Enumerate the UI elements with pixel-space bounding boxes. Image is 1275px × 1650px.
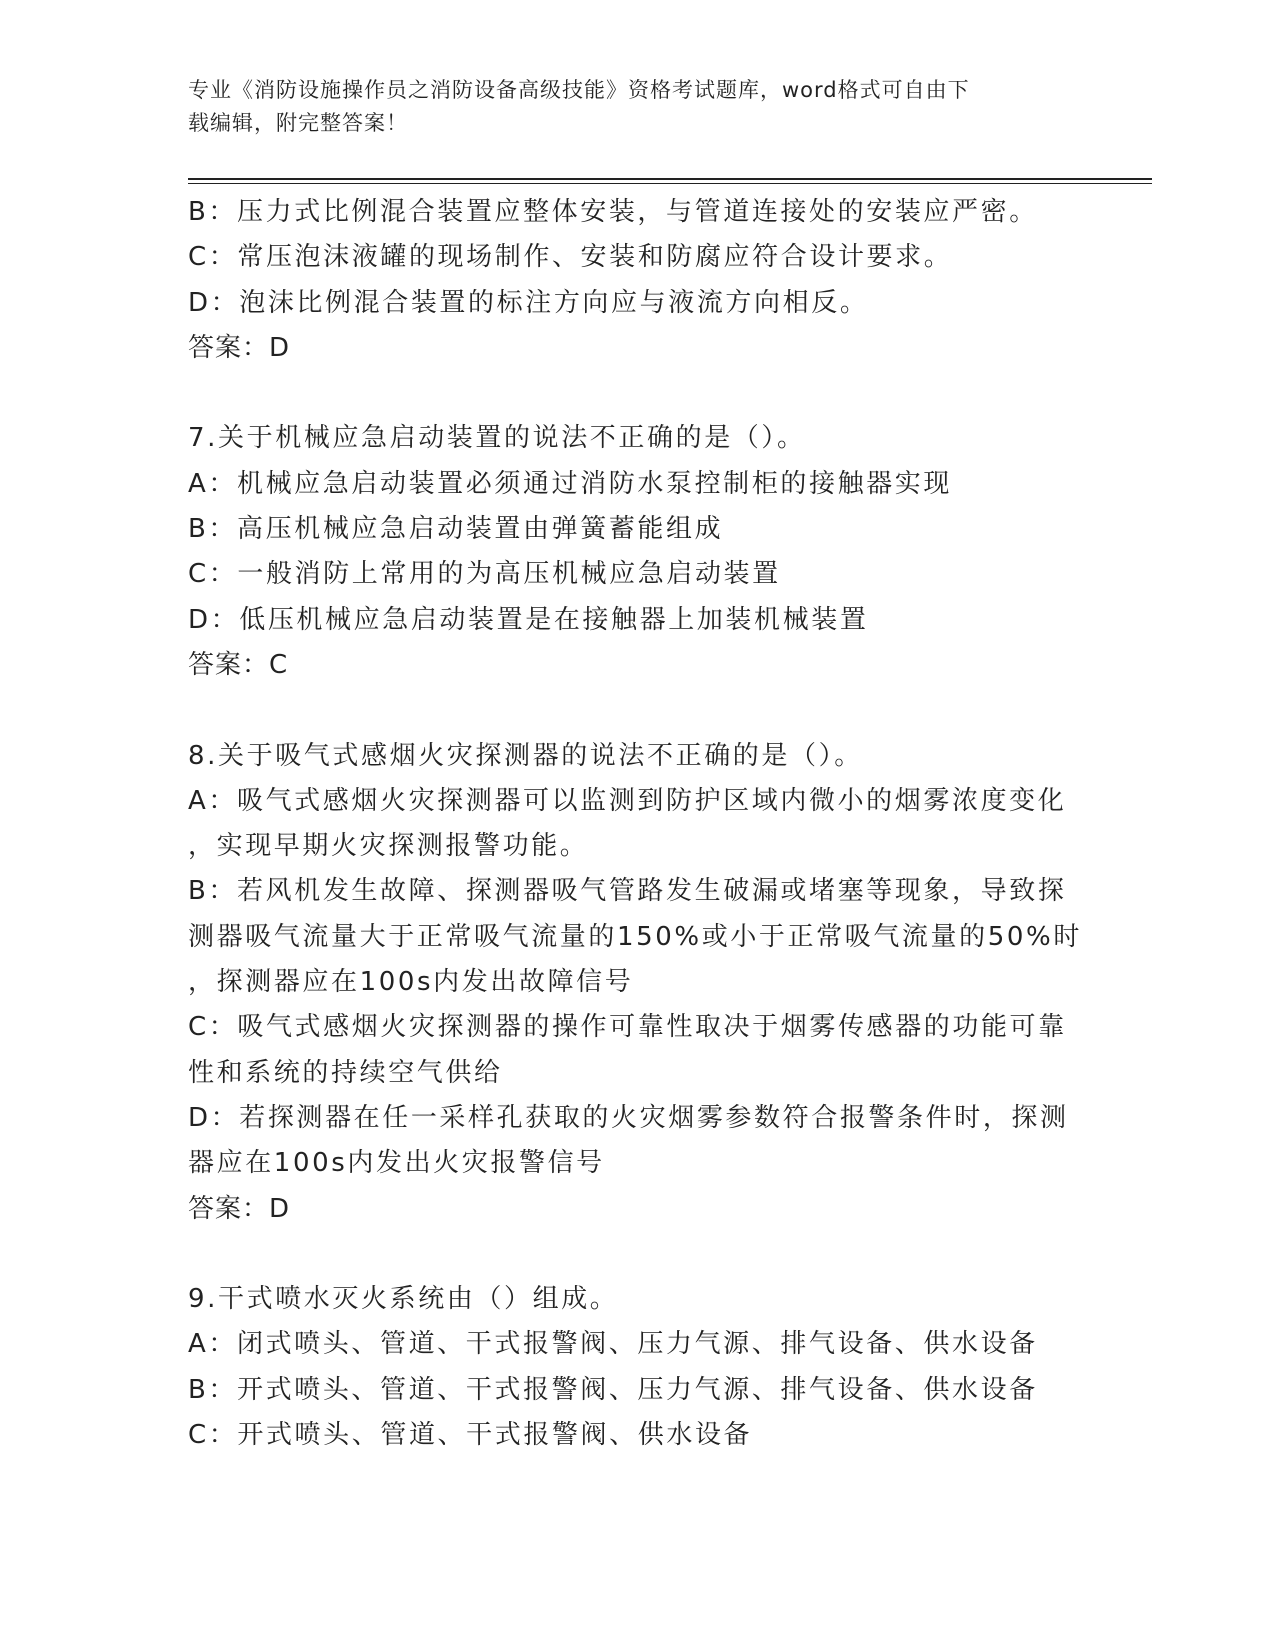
question-9-block [188, 1277, 1088, 1458]
q7-option-d: D：低压机械应急启动装置是在接触器上加装机械装置 [188, 604, 869, 635]
q9-option-b: B：开式喷头、管道、干式报警阀、压力气源、排气设备、供水设备 [188, 1374, 1038, 1405]
q8-option-c-line-2: 性和系统的持续空气供给 [188, 1057, 503, 1088]
q8-answer: 答案：D [188, 1193, 291, 1224]
q8-option-d-line-2: 器应在100s内发出火灾报警信号 [188, 1148, 605, 1179]
q9-option-c: C：开式喷头、管道、干式报警阀、供水设备 [188, 1420, 753, 1451]
q8-option-a-line-2: ，实现早期火灾探测报警功能。 [188, 831, 589, 862]
q9-stem: 9.干式喷水灭火系统由（）组成。 [188, 1284, 619, 1315]
page-header [188, 74, 1068, 140]
q7-stem: 7.关于机械应急启动装置的说法不正确的是（）。 [188, 423, 806, 454]
q7-option-a: A：机械应急启动装置必须通过消防水泵控制柜的接触器实现 [188, 468, 952, 499]
q6-answer: 答案：D [188, 332, 291, 363]
question-7-block [188, 416, 1088, 688]
q8-option-a-line-1: A：吸气式感烟火灾探测器可以监测到防护区域内微小的烟雾浓度变化 [188, 785, 1067, 816]
q8-option-b-line-3: ，探测器应在100s内发出故障信号 [188, 967, 634, 998]
q8-option-c-line-1: C：吸气式感烟火灾探测器的操作可靠性取决于烟雾传感器的功能可靠 [188, 1012, 1067, 1043]
header-line-2: 载编辑，附完整答案！ [188, 111, 408, 135]
spacer [188, 1232, 1088, 1277]
q7-option-c: C：一般消防上常用的为高压机械应急启动装置 [188, 559, 781, 590]
header-rule-thick [188, 178, 1152, 180]
q8-option-b-line-2: 测器吸气流量大于正常吸气流量的150%或小于正常吸气流量的50%时 [188, 921, 1082, 952]
q6-option-c: C：常压泡沫液罐的现场制作、安装和防腐应符合设计要求。 [188, 242, 953, 273]
q6-option-d: D：泡沫比例混合装置的标注方向应与液流方向相反。 [188, 287, 869, 318]
q8-stem: 8.关于吸气式感烟火灾探测器的说法不正确的是（）。 [188, 740, 863, 771]
question-6-block [188, 190, 1088, 371]
q9-option-a: A：闭式喷头、管道、干式报警阀、压力气源、排气设备、供水设备 [188, 1329, 1038, 1360]
question-content [188, 190, 1088, 1458]
spacer [188, 371, 1088, 416]
q6-option-b: B：压力式比例混合装置应整体安装，与管道连接处的安装应严密。 [188, 197, 1038, 227]
header-rule-thin [188, 183, 1152, 184]
header-line-1: 专业《消防设施操作员之消防设备高级技能》资格考试题库，word格式可自由下 [188, 78, 970, 102]
q8-option-b-line-1: B：若风机发生故障、探测器吸气管路发生破漏或堵塞等现象，导致探 [188, 876, 1067, 907]
question-8-block [188, 734, 1088, 1232]
q8-option-d-line-1: D：若探测器在任一采样孔获取的火灾烟雾参数符合报警条件时，探测 [188, 1102, 1069, 1133]
q7-option-b: B：高压机械应急启动装置由弹簧蓄能组成 [188, 514, 724, 545]
spacer [188, 688, 1088, 733]
q7-answer: 答案：C [188, 649, 289, 680]
